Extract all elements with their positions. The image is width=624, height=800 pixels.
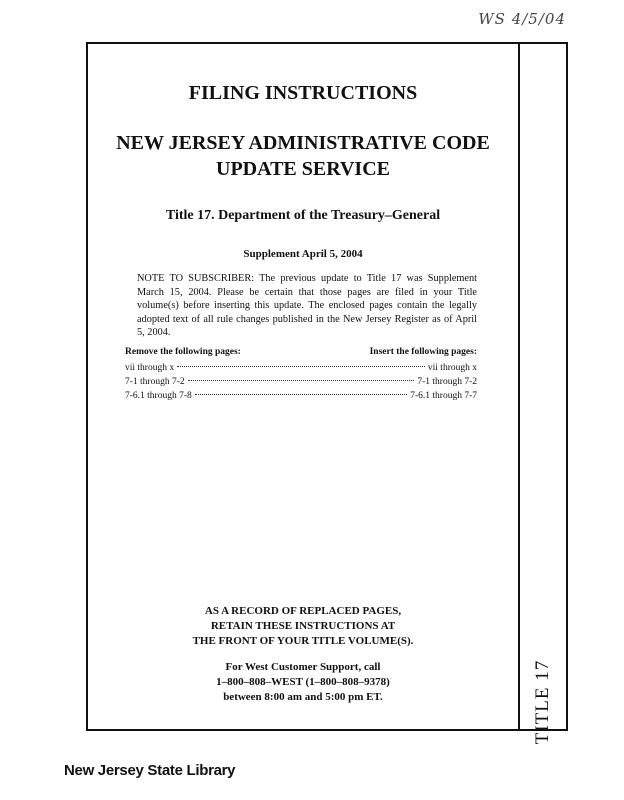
title-heading: Title 17. Department of the Treasury–General [165,208,441,223]
dot-leader [195,394,407,395]
handwritten-annotation: WS 4/5/04 [478,10,566,28]
support-line: 1–800–808–WEST (1–800–808–9378) [216,676,390,688]
document-content [88,44,518,729]
support-line: For West Customer Support, call [225,661,381,673]
support-line: between 8:00 am and 5:00 pm ET. [223,691,383,703]
remove-pages: vii through x [125,363,175,373]
insert-header: Insert the following pages: [369,347,477,357]
pages-header [125,347,477,357]
remove-pages: 7-1 through 7-2 [125,377,185,387]
subtitle [88,130,518,182]
insert-pages: 7-1 through 7-2 [417,377,477,387]
page-row [125,377,477,390]
side-tab-label: TITLE 17 [532,659,553,745]
remove-header: Remove the following pages: [125,347,241,357]
page-row [125,363,477,376]
customer-support [88,660,518,705]
subscriber-note-text: NOTE TO SUBSCRIBER: The previous update to Title 17 was Supplement March 15, 2004. Please be certain that those pages are filed in your Title volume(s) before inserting this update. The enclosed pages contain the legally adopted text of all rule changes published in the New Jersey Register as of April 5, 2004. [137,273,477,338]
side-tab [520,42,566,745]
page-row [125,391,477,404]
remove-pages: 7-6.1 through 7-8 [125,391,192,401]
page-title: FILING INSTRUCTIONS [188,82,418,104]
record-line: THE FRONT OF YOUR TITLE VOLUME(S). [192,635,414,647]
subtitle-line: UPDATE SERVICE [216,158,390,180]
record-line: AS A RECORD OF REPLACED PAGES, [204,605,402,617]
supplement-date: Supplement April 5, 2004 [243,248,363,260]
record-line: RETAIN THESE INSTRUCTIONS AT [210,620,396,632]
library-footer: New Jersey State Library [64,762,236,779]
record-instructions [88,604,518,649]
subscriber-note [125,272,477,340]
dot-leader [188,380,415,381]
insert-pages: vii through x [427,363,477,373]
dot-leader [177,366,425,367]
subtitle-line: NEW JERSEY ADMINISTRATIVE CODE [116,132,490,154]
insert-pages: 7-6.1 through 7-7 [410,391,477,401]
